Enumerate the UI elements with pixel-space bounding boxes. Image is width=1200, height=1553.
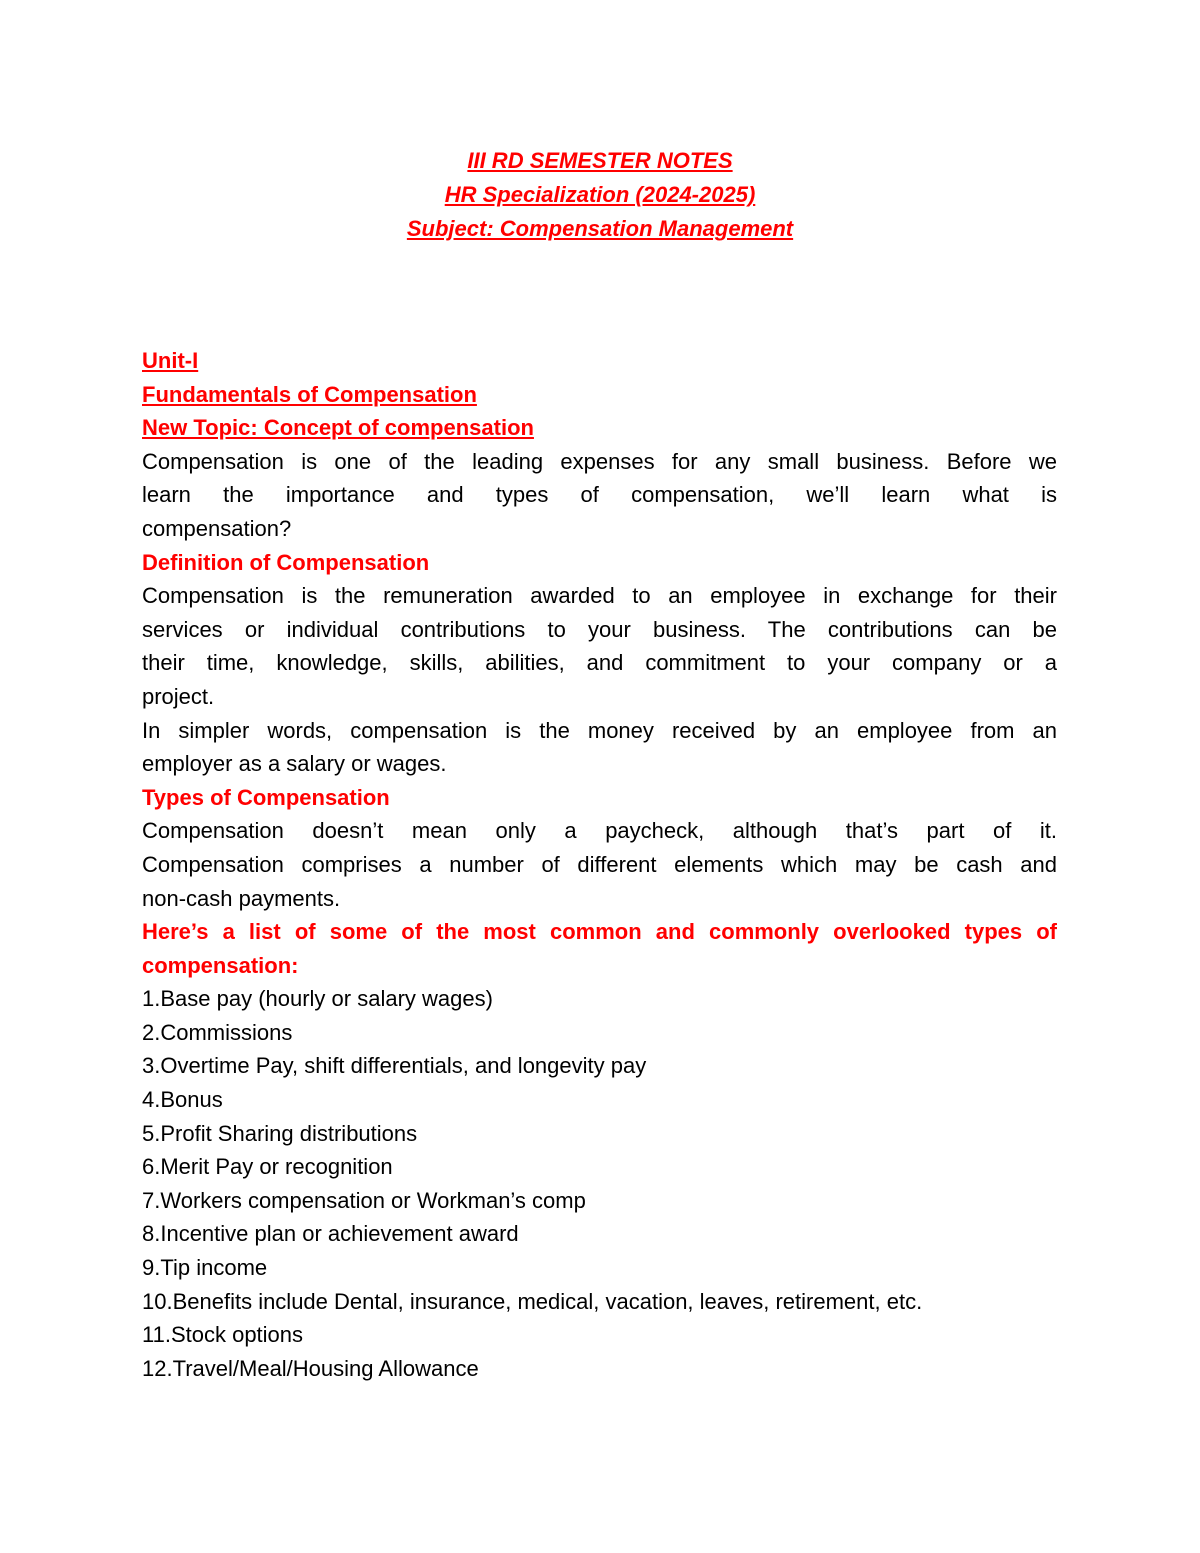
- list-item: 6.Merit Pay or recognition: [142, 1154, 393, 1180]
- types-heading: Types of Compensation: [142, 784, 390, 810]
- definition-line-2: services or individual contributions to your business. The contributions can be: [142, 616, 1057, 642]
- compensation-types-list: [142, 982, 1057, 1385]
- definition-line-6: employer as a salary or wages.: [142, 751, 447, 777]
- document-body: [142, 344, 1057, 1385]
- list-item: 9.Tip income: [142, 1255, 268, 1281]
- list-item: 8.Incentive plan or achievement award: [142, 1221, 519, 1247]
- semester-title: III RD SEMESTER NOTES: [467, 148, 733, 173]
- definition-heading: Definition of Compensation: [142, 549, 430, 575]
- list-item: 4.Bonus: [142, 1087, 223, 1113]
- list-item: 5.Profit Sharing distributions: [142, 1120, 418, 1146]
- intro-line-1: Compensation is one of the leading expenses for any small business. Before we: [142, 448, 1057, 474]
- document-header: [0, 144, 1200, 246]
- types-line-3: non-cash payments.: [142, 885, 341, 911]
- list-item: 7.Workers compensation or Workman’s comp: [142, 1187, 586, 1213]
- list-item: 3.Overtime Pay, shift differentials, and longevity pay: [142, 1053, 647, 1079]
- definition-line-3: their time, knowledge, skills, abilities, and commitment to your company or a: [142, 650, 1057, 676]
- definition-line-5: In simpler words, compensation is the money received by an employee from an: [142, 717, 1057, 743]
- unit-title: Unit-I: [142, 348, 199, 373]
- list-item: 12.Travel/Meal/Housing Allowance: [142, 1355, 479, 1381]
- definition-line-4: project.: [142, 683, 215, 709]
- types-line-1: Compensation doesn’t mean only a paycheck, although that’s part of it.: [142, 818, 1057, 844]
- types-line-2: Compensation comprises a number of different elements which may be cash and: [142, 851, 1057, 877]
- list-item: 11.Stock options: [142, 1322, 304, 1348]
- specialization-title: HR Specialization (2024-2025): [444, 182, 756, 207]
- list-heading-line-1: Here’s a list of some of the most common and commonly overlooked types of: [142, 919, 1057, 945]
- subject-title: Subject: Compensation Management: [406, 216, 794, 241]
- list-heading-line-2: compensation:: [142, 952, 299, 978]
- unit-subtitle: Fundamentals of Compensation: [142, 381, 477, 407]
- intro-line-2: learn the importance and types of compensation, we’ll learn what is: [142, 482, 1057, 508]
- definition-line-1: Compensation is the remuneration awarded to an employee in exchange for their: [142, 583, 1057, 609]
- list-item: 1.Base pay (hourly or salary wages): [142, 986, 493, 1012]
- list-item: 10.Benefits include Dental, insurance, medical, vacation, leaves, retirement, etc.: [142, 1288, 923, 1314]
- topic-heading: New Topic: Concept of compensation: [142, 415, 534, 441]
- intro-line-3: compensation?: [142, 515, 292, 541]
- list-item: 2.Commissions: [142, 1019, 293, 1045]
